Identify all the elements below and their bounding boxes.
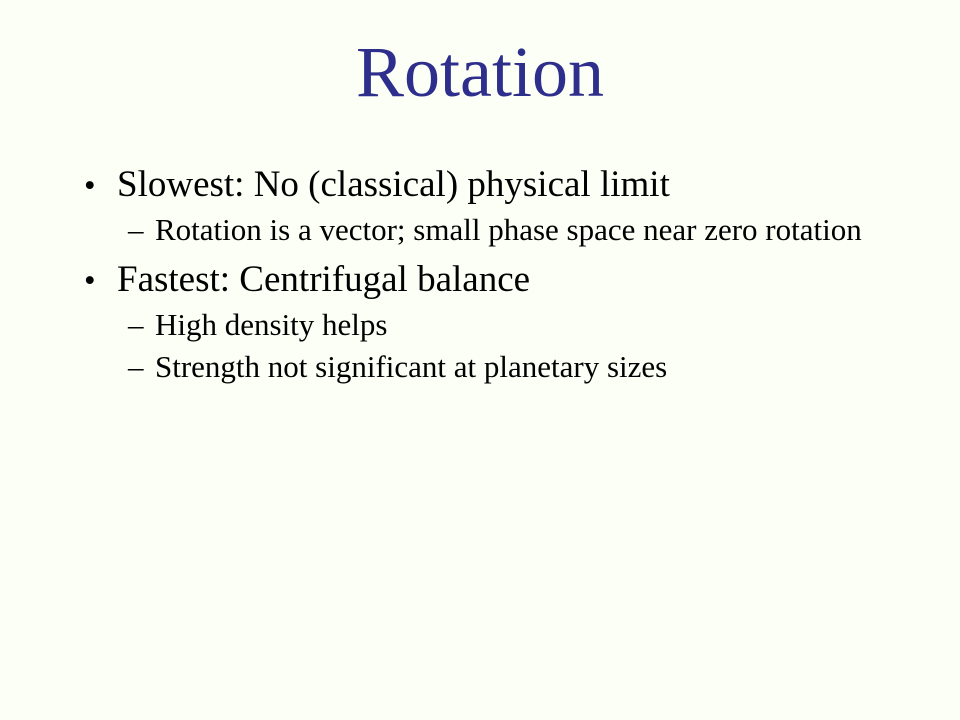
slide-body	[0, 162, 930, 388]
sub-bullet-text: High density helps	[155, 307, 388, 342]
bullet-text: Slowest: No (classical) physical limit	[117, 164, 670, 205]
bullet-marker: •	[84, 168, 96, 204]
slide-title: Rotation	[356, 32, 604, 112]
dash-marker: –	[128, 349, 144, 384]
sub-bullet-item	[0, 346, 930, 388]
dash-marker: –	[128, 307, 144, 342]
sub-bullet-text: Rotation is a vector; small phase space near zero rotation	[155, 212, 862, 247]
bullet-item	[0, 162, 930, 209]
sub-bullet-text: Strength not significant at planetary sizes	[155, 349, 668, 384]
bullet-text: Fastest: Centrifugal balance	[117, 259, 531, 300]
dash-marker: –	[128, 212, 144, 247]
bullet-item	[0, 257, 930, 304]
sub-bullet-item	[0, 304, 930, 346]
sub-bullet-item	[0, 209, 930, 251]
bullet-marker: •	[84, 263, 96, 299]
